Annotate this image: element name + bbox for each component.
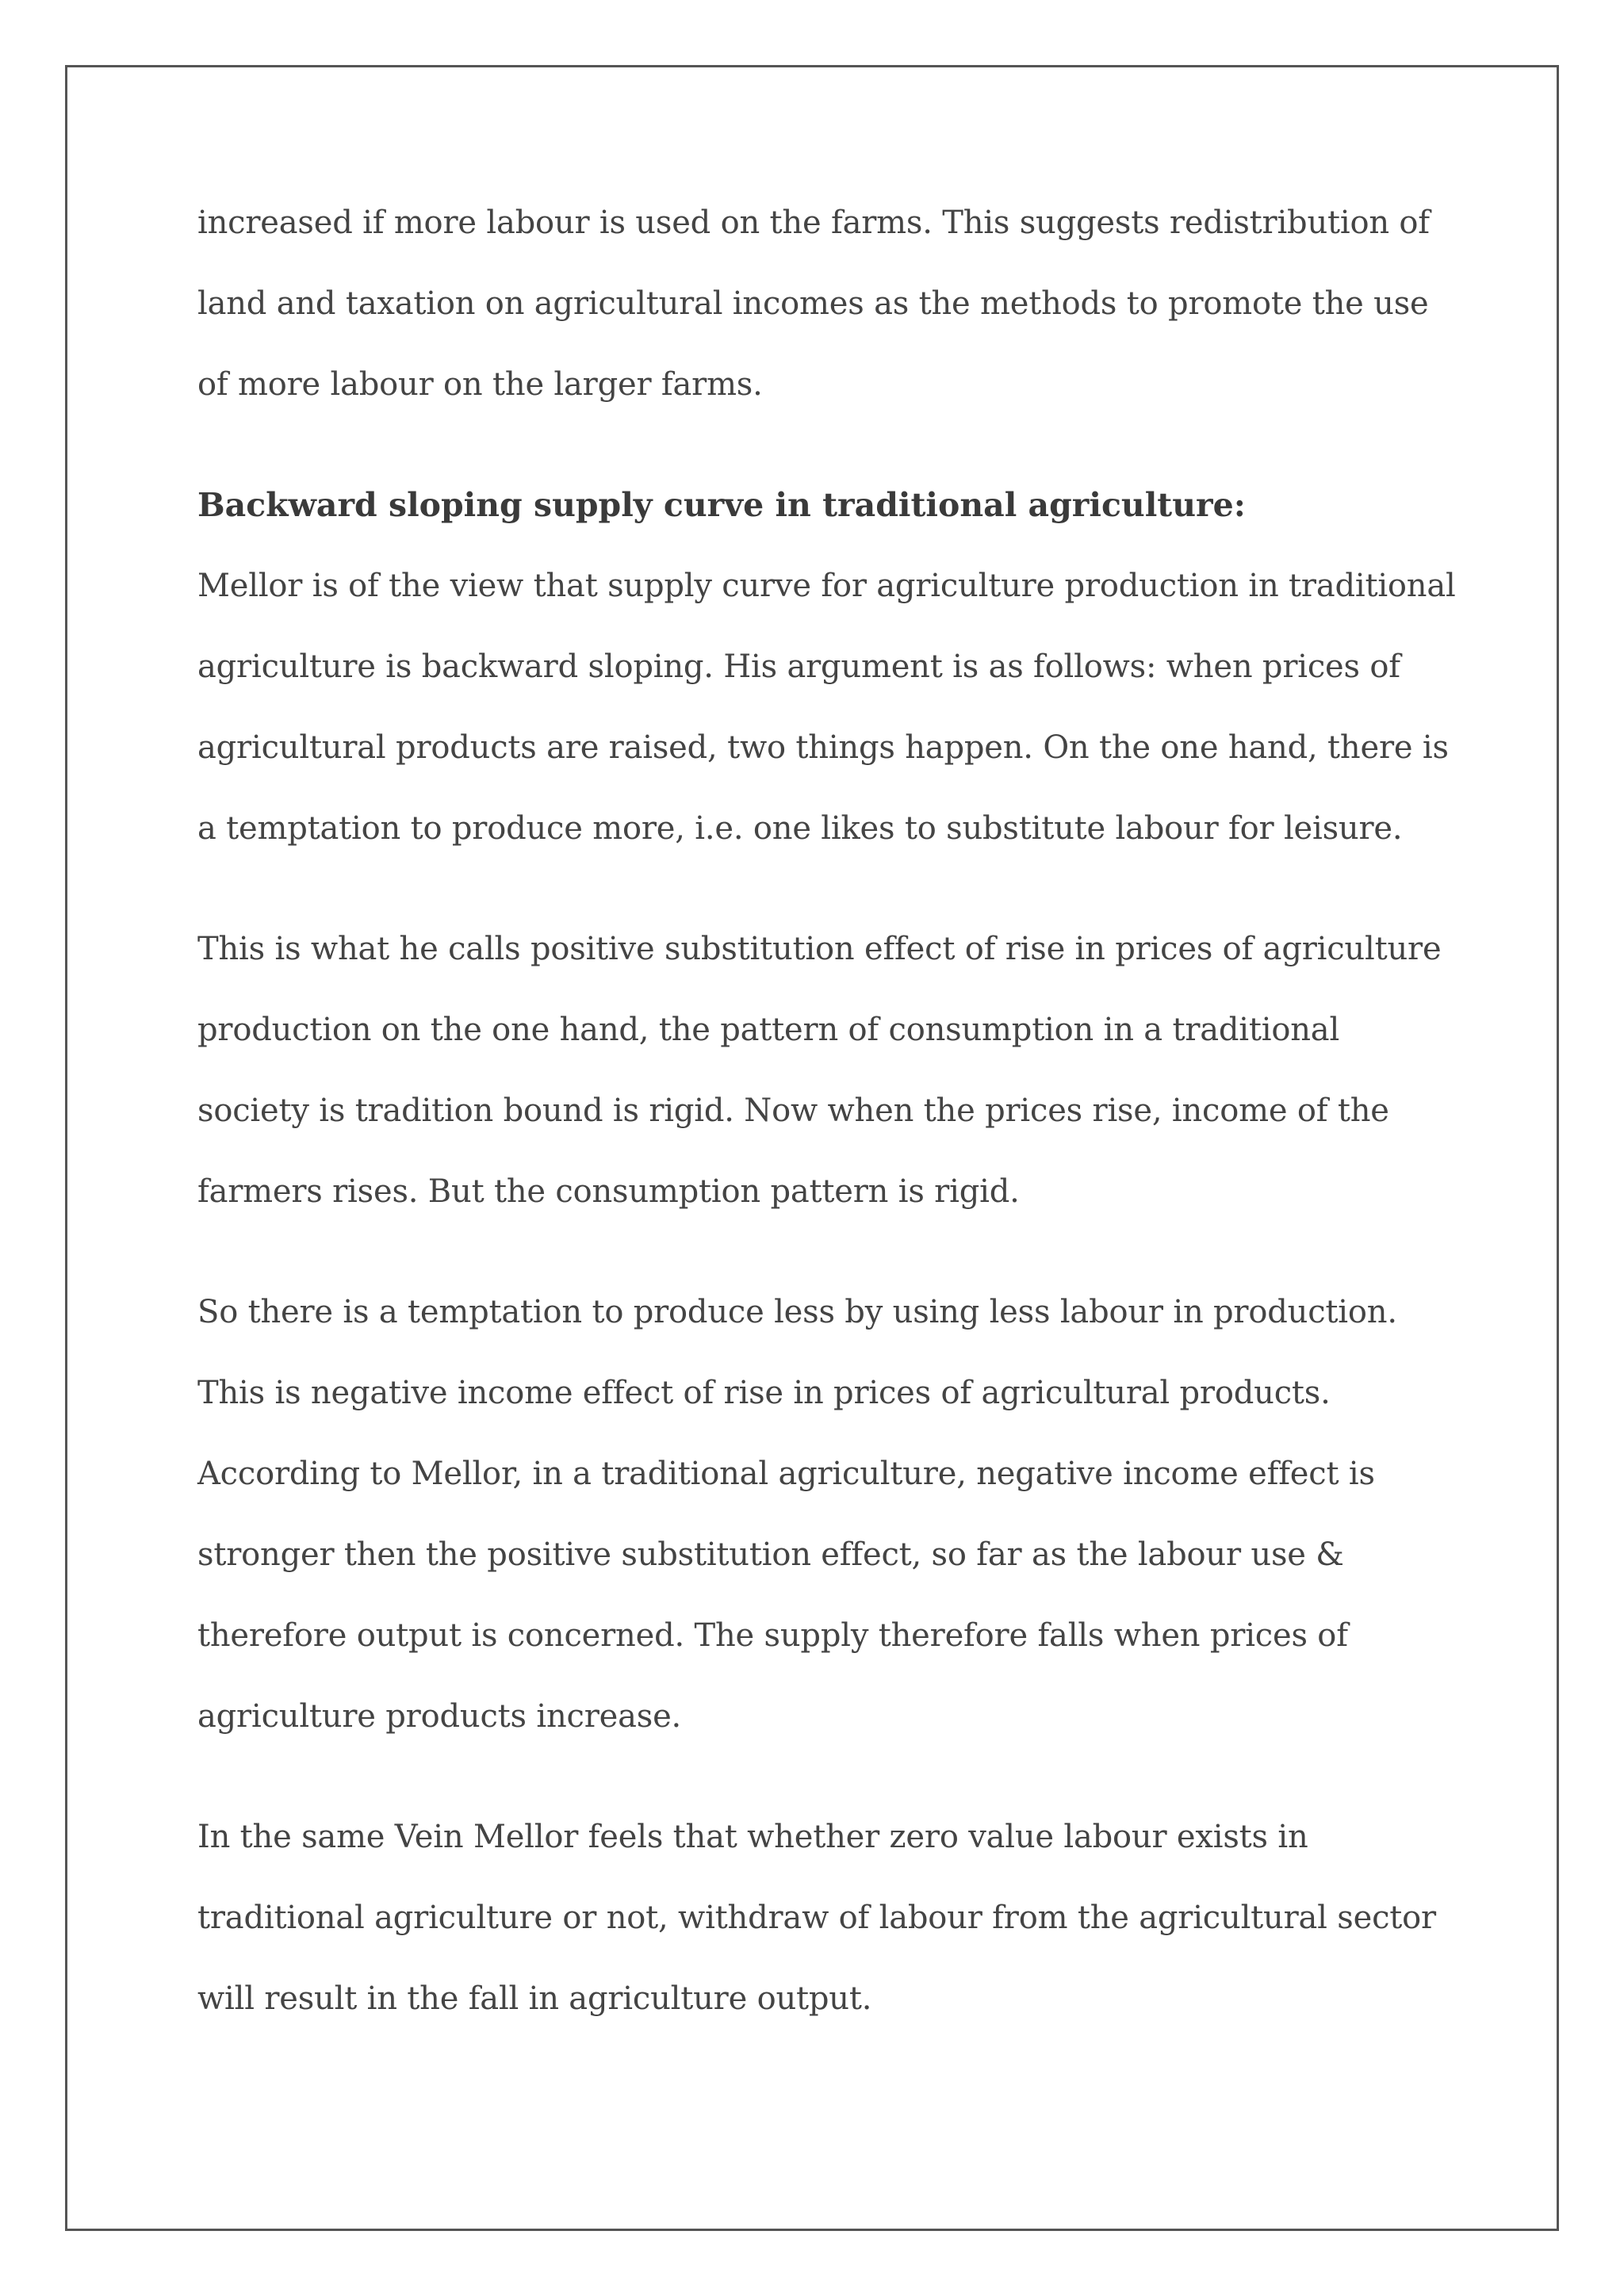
text-line: This is what he calls positive substitution effect of rise in prices of agriculture [197, 931, 1442, 967]
text-line: land and taxation on agricultural incomes as the methods to promote the use [197, 285, 1429, 322]
paragraph-substitution-effect [197, 909, 1458, 1232]
text-line: therefore output is concerned. The supply therefore falls when prices of [197, 1617, 1348, 1654]
text-line: This is negative income effect of rise in prices of agricultural products. [197, 1375, 1331, 1411]
section-heading: Backward sloping supply curve in traditional agriculture: [197, 486, 1246, 524]
text-line: Mellor is of the view that supply curve for agriculture production in traditional [197, 568, 1456, 604]
paragraph-spacer [197, 1232, 1458, 1272]
paragraph-spacer [197, 425, 1458, 465]
text-line: production on the one hand, the pattern of consumption in a traditional [197, 1012, 1340, 1048]
text-line: farmers rises. But the consumption pattern is rigid. [197, 1173, 1020, 1210]
paragraph-spacer [197, 869, 1458, 909]
text-line: society is tradition bound is rigid. Now when the prices rise, income of the [197, 1093, 1389, 1129]
paragraph-spacer [197, 1757, 1458, 1797]
text-line: agriculture products increase. [197, 1698, 682, 1735]
document-body [197, 182, 1458, 2039]
text-line: a temptation to produce more, i.e. one likes to substitute labour for leisure. [197, 810, 1403, 847]
text-line: traditional agriculture or not, withdraw of labour from the agricultural sector [197, 1900, 1436, 1936]
text-line: So there is a temptation to produce less by using less labour in production. [197, 1294, 1397, 1330]
text-line: In the same Vein Mellor feels that whether zero value labour exists in [197, 1819, 1308, 1855]
text-line: will result in the fall in agriculture output. [197, 1980, 872, 2017]
text-line: agricultural products are raised, two things happen. On the one hand, there is [197, 729, 1449, 766]
text-line: agriculture is backward sloping. His argument is as follows: when prices of [197, 649, 1400, 685]
text-line: increased if more labour is used on the farms. This suggests redistribution of [197, 205, 1430, 241]
text-line: stronger then the positive substitution effect, so far as the labour use & [197, 1536, 1344, 1573]
paragraph-labour-withdrawal [197, 1797, 1458, 2039]
paragraph-mellor-view [197, 545, 1458, 869]
paragraph-intro [197, 182, 1458, 425]
text-line: According to Mellor, in a traditional agriculture, negative income effect is [197, 1456, 1375, 1492]
text-line: of more labour on the larger farms. [197, 366, 763, 403]
paragraph-income-effect [197, 1272, 1458, 1757]
